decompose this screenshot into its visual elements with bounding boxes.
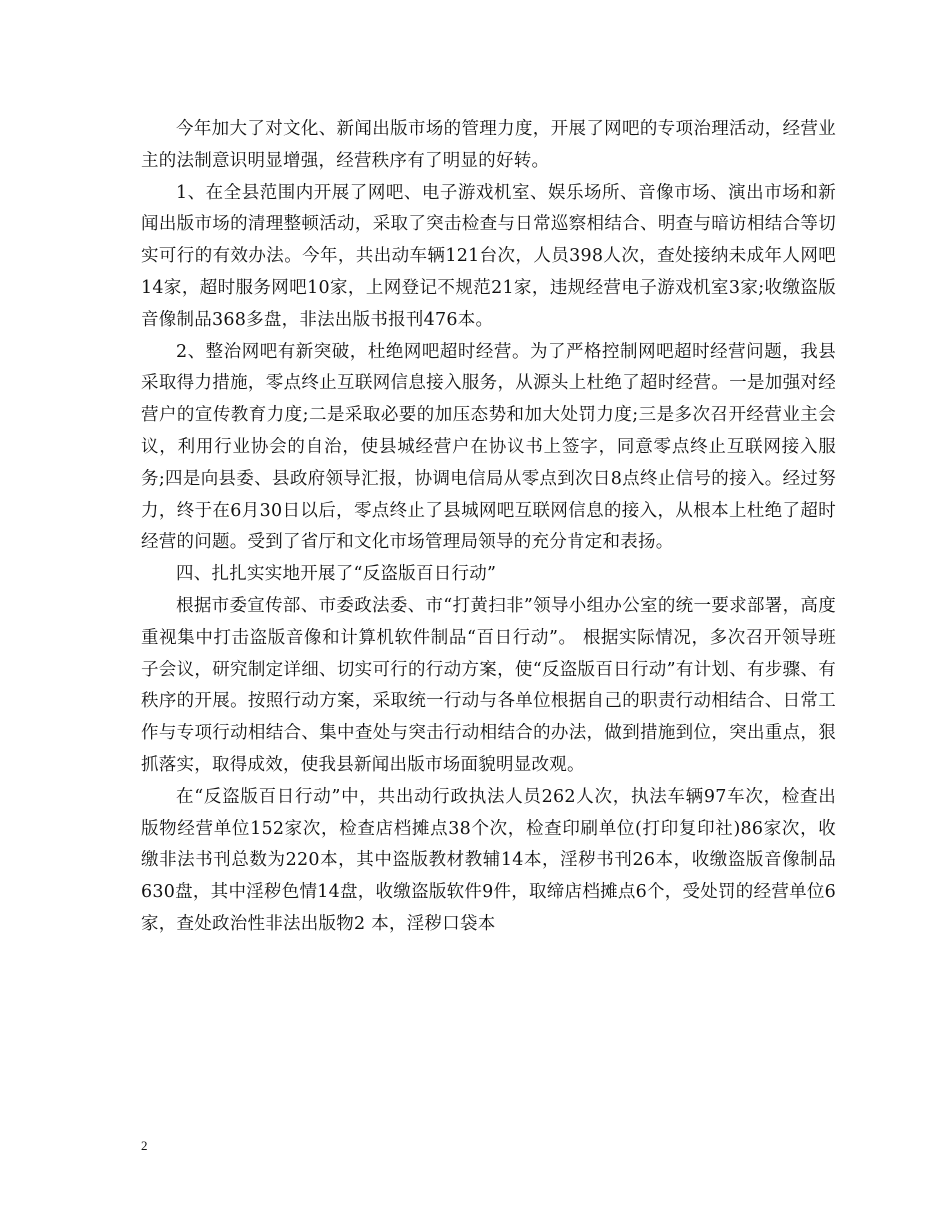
paragraph-intro: 今年加大了对文化、新闻出版市场的管理力度，开展了网吧的专项治理活动，经营业主的法制意识明显增强，经营秩序有了明显的好转。	[141, 119, 836, 171]
section-heading-4: 四、扎扎实实地开展了“反盗版百日行动”	[176, 564, 497, 585]
paragraph-item-2: 2、整治网吧有新突破，杜绝网吧超时经营。为了严格控制网吧超时经营问题，我县采取得力措施，零点终止互联网信息接入服务，从源头上杜绝了超时经营。一是加强对经营户的宣传教育力度;二是采取必要的加压态势和加大处罚力度;三是多次召开经营业主会议，利用行业协会的自治，使县城经营户在协议书上签字，同意零点终止互联网接入服务;四是向县委、县政府领导汇报，协调电信局从零点到次日8点终止信号的接入。经过努力，终于在6月30日以后，零点终止了县城网吧互联网信息的接入，从根本上杜绝了超时经营的问题。受到了省厅和文化市场管理局领导的充分肯定和表扬。	[141, 341, 836, 553]
paragraph-section-4-results: 在“反盗版百日行动”中，共出动行政执法人员262人次，执法车辆97车次，检查出版物经营单位152家次，检查店档摊点38个次，检查印刷单位(打印复印社)86家次，收缴非法书刊总数为220本，其中盗版教材教辅14本，淫秽书刊26本，收缴盗版音像制品630盘，其中淫秽色情14盘，收缴盗版软件9件，取缔店档摊点6个，受处罚的经营单位6家，查处政治性非法出版物2 本，淫秽口袋本	[141, 786, 836, 934]
document-body	[141, 114, 836, 941]
paragraph-item-1: 1、在全县范围内开展了网吧、电子游戏机室、娱乐场所、音像市场、演出市场和新闻出版市场的清理整顿活动，采取了突击检查与日常巡察相结合、明查与暗访相结合等切实可行的有效办法。今年，共出动车辆121台次，人员398人次，查处接纳未成年人网吧14家，超时服务网吧10家，上网登记不规范21家，违规经营电子游戏机室3家;收缴盗版音像制品368多盘，非法出版书报刊476本。	[141, 182, 836, 330]
page-number: 2	[141, 1138, 148, 1153]
paragraph-section-4-intro: 根据市委宣传部、市委政法委、市“打黄扫非”领导小组办公室的统一要求部署，高度重视集中打击盗版音像和计算机软件制品“百日行动”。 根据实际情况，多次召开领导班子会议，研究制定详细、切实可行的行动方案，使“反盗版百日行动”有计划、有步骤、有秩序的开展。按照行动方案，采取统一行动与各单位根据自己的职责行动相结合、日常工作与专项行动相结合、集中查处与突击行动相结合的办法，做到措施到位，突出重点，狠抓落实，取得成效，使我县新闻出版市场面貌明显改观。	[141, 595, 836, 775]
